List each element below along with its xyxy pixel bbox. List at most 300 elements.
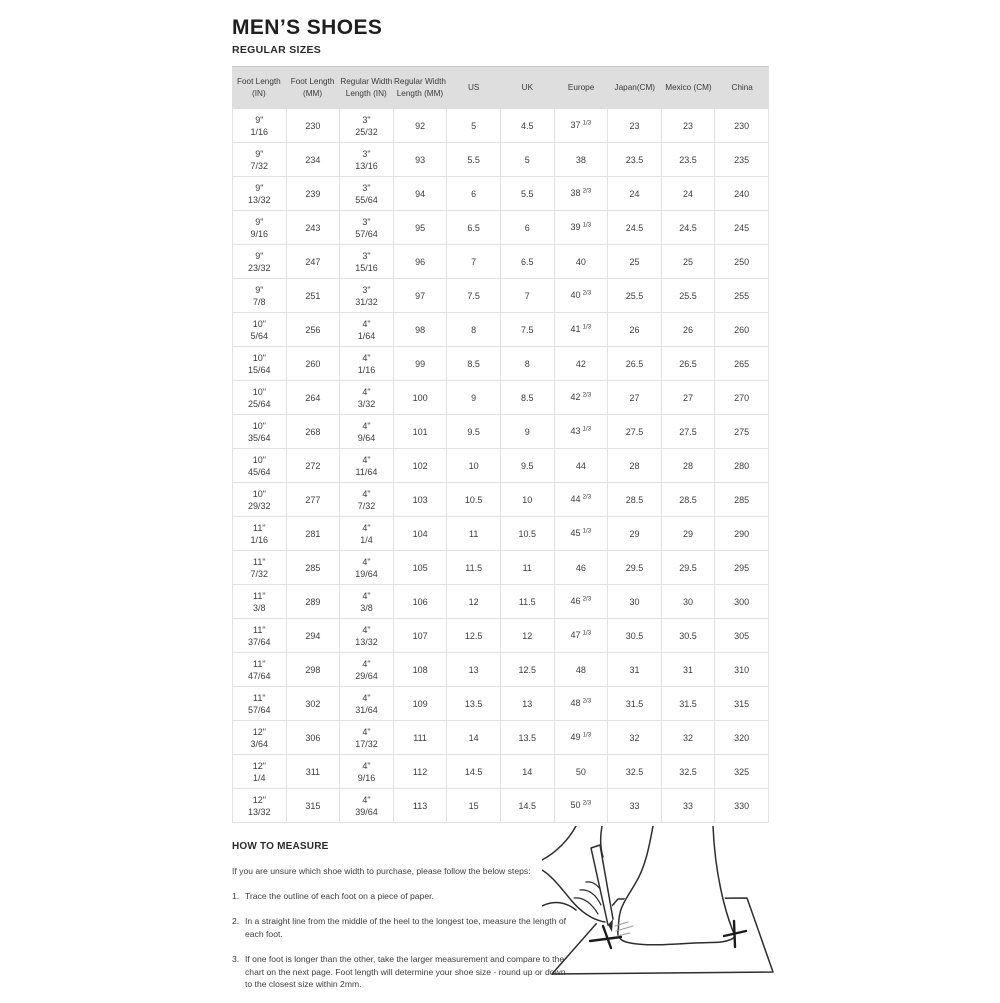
table-cell	[608, 415, 662, 448]
table-cell	[555, 143, 609, 176]
cell-value	[305, 154, 320, 166]
cell-line: 19/64	[355, 568, 378, 579]
cell-value	[683, 528, 693, 540]
table-cell	[394, 279, 448, 312]
cell-number: 255	[734, 290, 750, 301]
table-cell	[233, 313, 287, 346]
cell-line: 11"	[253, 624, 266, 635]
cell-number: 8	[471, 324, 477, 335]
table-cell	[555, 721, 609, 754]
cell-value	[734, 630, 749, 642]
fraction-superscript: 1/3	[582, 119, 592, 127]
cell-line: 4"	[362, 352, 371, 363]
cell-number: 5.5	[521, 188, 534, 199]
table-cell	[340, 687, 394, 720]
cell-number: 11.5	[518, 596, 536, 607]
table-cell	[608, 789, 662, 822]
cell-value	[571, 595, 592, 607]
cell-value	[413, 494, 428, 506]
cell-value	[734, 494, 749, 506]
cell-number: 96	[415, 256, 426, 267]
cell-number: 7.5	[467, 290, 480, 301]
cell-number: 230	[734, 120, 750, 131]
cell-number: 45	[570, 528, 581, 539]
table-row	[233, 415, 769, 449]
cell-line: 1/4	[360, 534, 373, 545]
table-cell	[662, 279, 716, 312]
table-cell	[394, 585, 448, 618]
table-cell	[608, 721, 662, 754]
cell-number: 27.5	[625, 426, 644, 437]
table-cell	[608, 109, 662, 142]
cell-line: 4"	[362, 386, 371, 397]
cell-value	[471, 392, 476, 404]
cell-line: 3"	[362, 216, 371, 227]
cell-number: 42	[570, 392, 581, 403]
column-header	[608, 67, 662, 109]
cell-number: 109	[412, 698, 428, 709]
cell-line: 11"	[253, 692, 266, 703]
cell-value	[305, 222, 320, 234]
cell-number: 12.5	[464, 630, 483, 641]
cell-number: 25.5	[625, 290, 644, 301]
cell-number: 50	[575, 766, 586, 777]
cell-number: 111	[413, 732, 427, 743]
cell-number: 8	[524, 358, 530, 369]
cell-number: 44	[575, 460, 586, 471]
table-cell	[340, 653, 394, 686]
fraction-superscript: 1/3	[582, 527, 592, 535]
table-cell	[287, 619, 341, 652]
cell-value	[305, 256, 320, 268]
table-row	[233, 517, 769, 551]
cell-value	[629, 324, 639, 336]
cell-line: 13/16	[355, 160, 378, 171]
table-cell	[501, 245, 555, 278]
how-to-step	[232, 890, 570, 903]
table-cell	[555, 687, 609, 720]
cell-number: 13.5	[464, 698, 483, 709]
cell-value	[629, 528, 639, 540]
table-cell	[662, 313, 716, 346]
cell-number: 33	[683, 800, 694, 811]
cell-number: 23	[683, 120, 694, 131]
table-cell	[608, 313, 662, 346]
cell-value	[465, 562, 482, 574]
cell-number: 13	[468, 664, 479, 675]
cell-value	[679, 494, 697, 506]
cell-value	[467, 222, 480, 234]
size-chart-table	[232, 66, 769, 823]
cell-value	[467, 154, 480, 166]
table-row	[233, 313, 769, 347]
cell-line: 15/16	[355, 262, 378, 273]
cell-number: 4.5	[521, 120, 534, 131]
table-cell	[608, 279, 662, 312]
cell-value	[734, 800, 749, 812]
table-cell	[662, 449, 716, 482]
cell-value	[576, 154, 586, 166]
table-cell	[233, 619, 287, 652]
table-row	[233, 585, 769, 619]
table-cell	[447, 381, 501, 414]
cell-value	[522, 630, 532, 642]
cell-number: 30	[629, 596, 640, 607]
table-cell	[662, 517, 716, 550]
cell-value	[571, 527, 592, 539]
table-row	[233, 347, 769, 381]
cell-value	[305, 596, 320, 608]
table-cell	[501, 381, 555, 414]
cell-value	[413, 426, 428, 438]
cell-line: 29/64	[355, 670, 378, 681]
cell-line: 3"	[362, 250, 371, 261]
table-cell	[394, 653, 448, 686]
cell-line: 4"	[362, 318, 371, 329]
table-cell	[340, 177, 394, 210]
cell-number: 33	[629, 800, 640, 811]
table-cell	[715, 517, 769, 550]
cell-value	[626, 154, 644, 166]
cell-value	[415, 154, 425, 166]
cell-number: 8.5	[467, 358, 480, 369]
table-cell	[394, 721, 448, 754]
cell-value	[519, 664, 537, 676]
table-cell	[394, 517, 448, 550]
cell-line: 9"	[255, 284, 264, 295]
cell-line: 3/8	[253, 602, 266, 613]
table-cell	[447, 517, 501, 550]
table-cell	[662, 347, 716, 380]
step-number: 1.	[232, 891, 240, 901]
table-cell	[501, 789, 555, 822]
table-cell	[233, 347, 287, 380]
table-cell	[340, 619, 394, 652]
column-header-line: Japan(CM)	[614, 83, 656, 93]
cell-number: 294	[305, 630, 321, 641]
table-cell	[394, 755, 448, 788]
fraction-superscript: 1/3	[582, 731, 592, 739]
cell-line: 9"	[255, 182, 264, 193]
table-cell	[447, 449, 501, 482]
cell-line: 57/64	[355, 228, 378, 239]
table-cell	[662, 245, 716, 278]
table-cell	[394, 619, 448, 652]
cell-value	[471, 324, 476, 336]
table-cell	[287, 313, 341, 346]
table-row	[233, 619, 769, 653]
table-cell	[233, 245, 287, 278]
cell-number: 98	[415, 324, 426, 335]
table-cell	[715, 483, 769, 516]
cell-value	[305, 188, 320, 200]
cell-line: 9/16	[357, 772, 376, 783]
table-cell	[608, 687, 662, 720]
cell-value	[734, 562, 749, 574]
table-cell	[287, 109, 341, 142]
cell-value	[467, 358, 480, 370]
cell-value	[679, 222, 697, 234]
cell-line: 55/64	[355, 194, 378, 205]
table-cell	[447, 653, 501, 686]
cell-line: 1/16	[250, 534, 269, 545]
table-row	[233, 211, 769, 245]
cell-number: 26.5	[625, 358, 644, 369]
cell-value	[415, 358, 425, 370]
cell-number: 27.5	[679, 426, 697, 437]
cell-value	[683, 324, 693, 336]
fraction-superscript: 2/3	[582, 595, 592, 603]
cell-number: 265	[734, 358, 750, 369]
cell-value	[734, 732, 749, 744]
cell-value	[679, 290, 697, 302]
cell-line: 4"	[362, 692, 371, 703]
table-cell	[715, 109, 769, 142]
cell-line: 3"	[362, 114, 371, 125]
cell-value	[576, 664, 586, 676]
cell-number: 289	[305, 596, 321, 607]
cell-value	[626, 766, 644, 778]
table-cell	[233, 517, 287, 550]
cell-value	[629, 256, 639, 268]
cell-number: 14.5	[464, 766, 483, 777]
table-cell	[715, 177, 769, 210]
cell-line: 3/8	[360, 602, 373, 613]
cell-number: 306	[305, 732, 321, 743]
cell-line: 9/16	[250, 228, 269, 239]
cell-value	[415, 290, 425, 302]
page-subtitle: REGULAR SIZES	[232, 44, 322, 57]
table-cell	[447, 347, 501, 380]
cell-value	[415, 188, 425, 200]
cell-number: 240	[734, 188, 750, 199]
table-cell	[715, 415, 769, 448]
cell-number: 234	[305, 154, 321, 165]
table-cell	[501, 585, 555, 618]
table-cell	[340, 347, 394, 380]
cell-number: 23.5	[679, 154, 697, 165]
cell-number: 113	[412, 800, 428, 811]
cell-line: 3/32	[357, 398, 376, 409]
cell-number: 26.5	[679, 358, 697, 369]
table-cell	[447, 279, 501, 312]
how-to-steps	[232, 890, 570, 991]
cell-value	[413, 562, 428, 574]
cell-number: 29	[629, 528, 640, 539]
cell-number: 11	[522, 562, 532, 573]
cell-value	[571, 629, 592, 641]
column-header-line: Length (IN)	[345, 89, 387, 99]
table-cell	[340, 279, 394, 312]
table-cell	[233, 211, 287, 244]
cell-number: 28	[629, 460, 640, 471]
cell-number: 29.5	[625, 562, 644, 573]
cell-number: 14	[522, 766, 533, 777]
cell-number: 38	[570, 188, 581, 199]
cell-number: 24	[629, 188, 640, 199]
column-header-line: (IN)	[252, 89, 266, 99]
cell-value	[305, 426, 320, 438]
cell-line: 23/32	[248, 262, 271, 273]
table-cell	[394, 483, 448, 516]
table-cell	[501, 551, 555, 584]
cell-number: 50	[570, 800, 581, 811]
cell-number: 32.5	[625, 766, 644, 777]
table-cell	[233, 483, 287, 516]
table-header-row	[232, 66, 769, 109]
table-row	[233, 109, 769, 143]
fraction-superscript: 1/3	[582, 629, 592, 637]
column-header	[339, 67, 393, 109]
table-cell	[715, 551, 769, 584]
cell-value	[469, 664, 479, 676]
cell-value	[576, 766, 586, 778]
cell-line: 7/32	[357, 500, 376, 511]
fraction-superscript: 2/3	[582, 799, 592, 807]
cell-value	[522, 698, 532, 710]
table-cell	[287, 687, 341, 720]
table-cell	[287, 211, 341, 244]
table-cell	[233, 279, 287, 312]
table-cell	[287, 143, 341, 176]
cell-value	[734, 392, 749, 404]
table-cell	[233, 721, 287, 754]
table-cell	[608, 653, 662, 686]
cell-number: 101	[412, 426, 428, 437]
cell-line: 11"	[253, 522, 266, 533]
cell-number: 24.5	[625, 222, 644, 233]
how-to-measure-section	[232, 841, 570, 1003]
fraction-superscript: 1/3	[582, 425, 592, 433]
table-cell	[447, 755, 501, 788]
cell-value	[629, 800, 639, 812]
cell-value	[471, 120, 476, 132]
cell-value	[626, 358, 644, 370]
cell-line: 13/32	[248, 806, 271, 817]
cell-number: 26	[683, 324, 694, 335]
cell-value	[521, 460, 534, 472]
cell-number: 9	[471, 392, 477, 403]
cell-value	[626, 222, 644, 234]
cell-line: 17/32	[355, 738, 378, 749]
table-cell	[662, 789, 716, 822]
cell-value	[683, 392, 693, 404]
cell-number: 27	[629, 392, 640, 403]
cell-value	[519, 800, 537, 812]
cell-value	[679, 630, 697, 642]
cell-number: 10.5	[518, 528, 537, 539]
table-cell	[662, 551, 716, 584]
cell-value	[525, 154, 530, 166]
cell-value	[525, 358, 530, 370]
cell-value	[734, 358, 749, 370]
cell-value	[465, 494, 483, 506]
table-cell	[340, 109, 394, 142]
cell-line: 9"	[255, 216, 264, 227]
table-cell	[447, 415, 501, 448]
cell-line: 4"	[362, 488, 371, 499]
cell-value	[626, 494, 644, 506]
table-cell	[447, 245, 501, 278]
cell-number: 31	[629, 664, 640, 675]
table-cell	[447, 551, 501, 584]
cell-line: 31/64	[355, 704, 378, 715]
cell-value	[571, 697, 592, 709]
table-cell	[501, 109, 555, 142]
cell-line: 3"	[362, 284, 371, 295]
cell-line: 4"	[362, 726, 371, 737]
cell-value	[465, 630, 483, 642]
cell-number: 49	[570, 732, 581, 743]
cell-value	[413, 766, 427, 778]
cell-line: 4"	[362, 658, 371, 669]
table-cell	[447, 483, 501, 516]
table-cell	[394, 687, 448, 720]
table-cell	[715, 245, 769, 278]
table-cell	[340, 517, 394, 550]
table-cell	[233, 755, 287, 788]
table-cell	[555, 313, 609, 346]
cell-number: 260	[734, 324, 750, 335]
table-cell	[501, 449, 555, 482]
cell-number: 112	[412, 766, 428, 777]
table-cell	[662, 483, 716, 516]
cell-number: 14	[468, 732, 479, 743]
cell-value	[305, 630, 320, 642]
cell-number: 13.5	[518, 732, 537, 743]
cell-value	[626, 698, 644, 710]
table-row	[233, 789, 769, 823]
cell-line: 4"	[362, 760, 371, 771]
table-cell	[501, 653, 555, 686]
table-cell	[715, 449, 769, 482]
table-cell	[287, 347, 341, 380]
fraction-superscript: 1/3	[582, 221, 592, 229]
cell-value	[465, 766, 483, 778]
fraction-superscript: 2/3	[582, 493, 592, 501]
cell-number: 7	[471, 256, 477, 267]
cell-number: 32	[629, 732, 640, 743]
cell-number: 285	[305, 562, 321, 573]
cell-value	[683, 120, 693, 132]
cell-value	[576, 358, 586, 370]
cell-value	[469, 596, 479, 608]
cell-number: 264	[305, 392, 321, 403]
cell-number: 256	[305, 324, 321, 335]
fraction-superscript: 2/3	[582, 697, 592, 705]
cell-line: 13/32	[355, 636, 378, 647]
cell-value	[683, 800, 693, 812]
cell-value	[626, 630, 644, 642]
cell-number: 300	[734, 596, 750, 607]
column-header	[393, 67, 447, 109]
table-cell	[447, 789, 501, 822]
cell-number: 5.5	[467, 154, 480, 165]
table-cell	[662, 211, 716, 244]
table-cell	[715, 279, 769, 312]
cell-number: 325	[734, 766, 750, 777]
table-cell	[287, 245, 341, 278]
table-cell	[555, 551, 609, 584]
table-row	[233, 551, 769, 585]
table-row	[233, 279, 769, 313]
cell-number: 12	[522, 630, 533, 641]
cell-line: 4"	[362, 522, 371, 533]
cell-number: 12.5	[518, 664, 537, 675]
table-cell	[394, 551, 448, 584]
fraction-superscript: 2/3	[582, 289, 592, 297]
cell-line: 11"	[253, 658, 266, 669]
